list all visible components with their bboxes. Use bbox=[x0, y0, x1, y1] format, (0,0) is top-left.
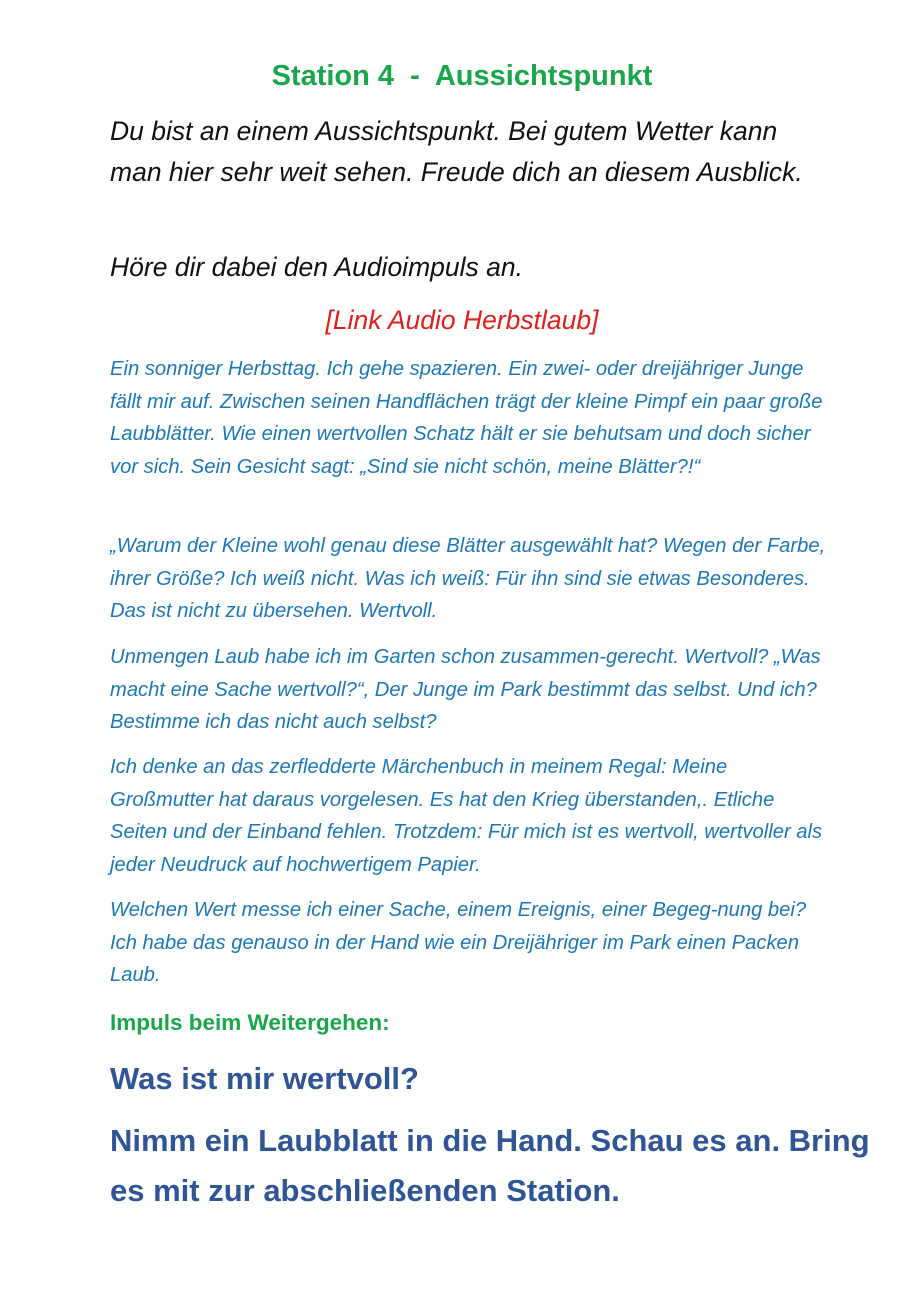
story-paragraph: Ich denke an das zerfledderte Märchenbuch in meinem Regal: Meine Großmutter hat daraus vorgelesen. Es hat den Krieg überstanden,. Etliche Seiten und der Einband fehlen. Trotzdem: Für mich ist es wertvoll, wertvoller als jeder Neudruck auf hochwertigem Papier. bbox=[110, 756, 823, 876]
intro-paragraph: Du bist an einem Aussichtspunkt. Bei gutem Wetter kann man hier sehr weit sehen. Freude dich an diesem Ausblick. bbox=[110, 116, 803, 187]
station-title: Station 4 - Aussichtspunkt bbox=[271, 60, 653, 92]
impulse-label: Impuls beim Weitergehen: bbox=[110, 1010, 390, 1035]
impulse-question: Was ist mir wertvoll? bbox=[110, 1061, 419, 1096]
story-paragraph: Ein sonniger Herbsttag. Ich gehe spazieren. Ein zwei- oder dreijähriger Junge fällt mir auf. Zwischen seinen Handflächen trägt der kleine Pimpf ein paar große Laubblätter. Wie einen wertvollen Schatz hält er sie behutsam und doch sicher vor sich. Sein Gesicht sagt: „Sind sie nicht schön, meine Blätter?!“ bbox=[110, 358, 823, 478]
audio-link[interactable]: [Link Audio Herbstlaub] bbox=[325, 305, 599, 335]
story-paragraph: „Warum der Kleine wohl genau diese Blätter ausgewählt hat? Wegen der Farbe, ihrer Größe? Ich weiß nicht. Was ich weiß: Für ihn sind sie etwas Besonderes. Das ist nicht zu übersehen. Wertvoll. bbox=[110, 535, 826, 622]
story-paragraph: Welchen Wert messe ich einer Sache, einem Ereignis, einer Begeg-nung bei? Ich habe das genauso in der Hand wie ein Dreijähriger im Park einen Packen Laub. bbox=[110, 899, 807, 986]
intro-audio-instruction: Höre dir dabei den Audioimpuls an. bbox=[110, 252, 523, 282]
impulse-task: Nimm ein Laubblatt in die Hand. Schau es an. Bring es mit zur abschließenden Station. bbox=[110, 1123, 870, 1208]
story-paragraph: Unmengen Laub habe ich im Garten schon zusammen-gerecht. Wertvoll? „Was macht eine Sache wertvoll?“, Der Junge im Park bestimmt das selbst. Und ich? Bestimme ich das nicht auch selbst? bbox=[110, 646, 821, 733]
